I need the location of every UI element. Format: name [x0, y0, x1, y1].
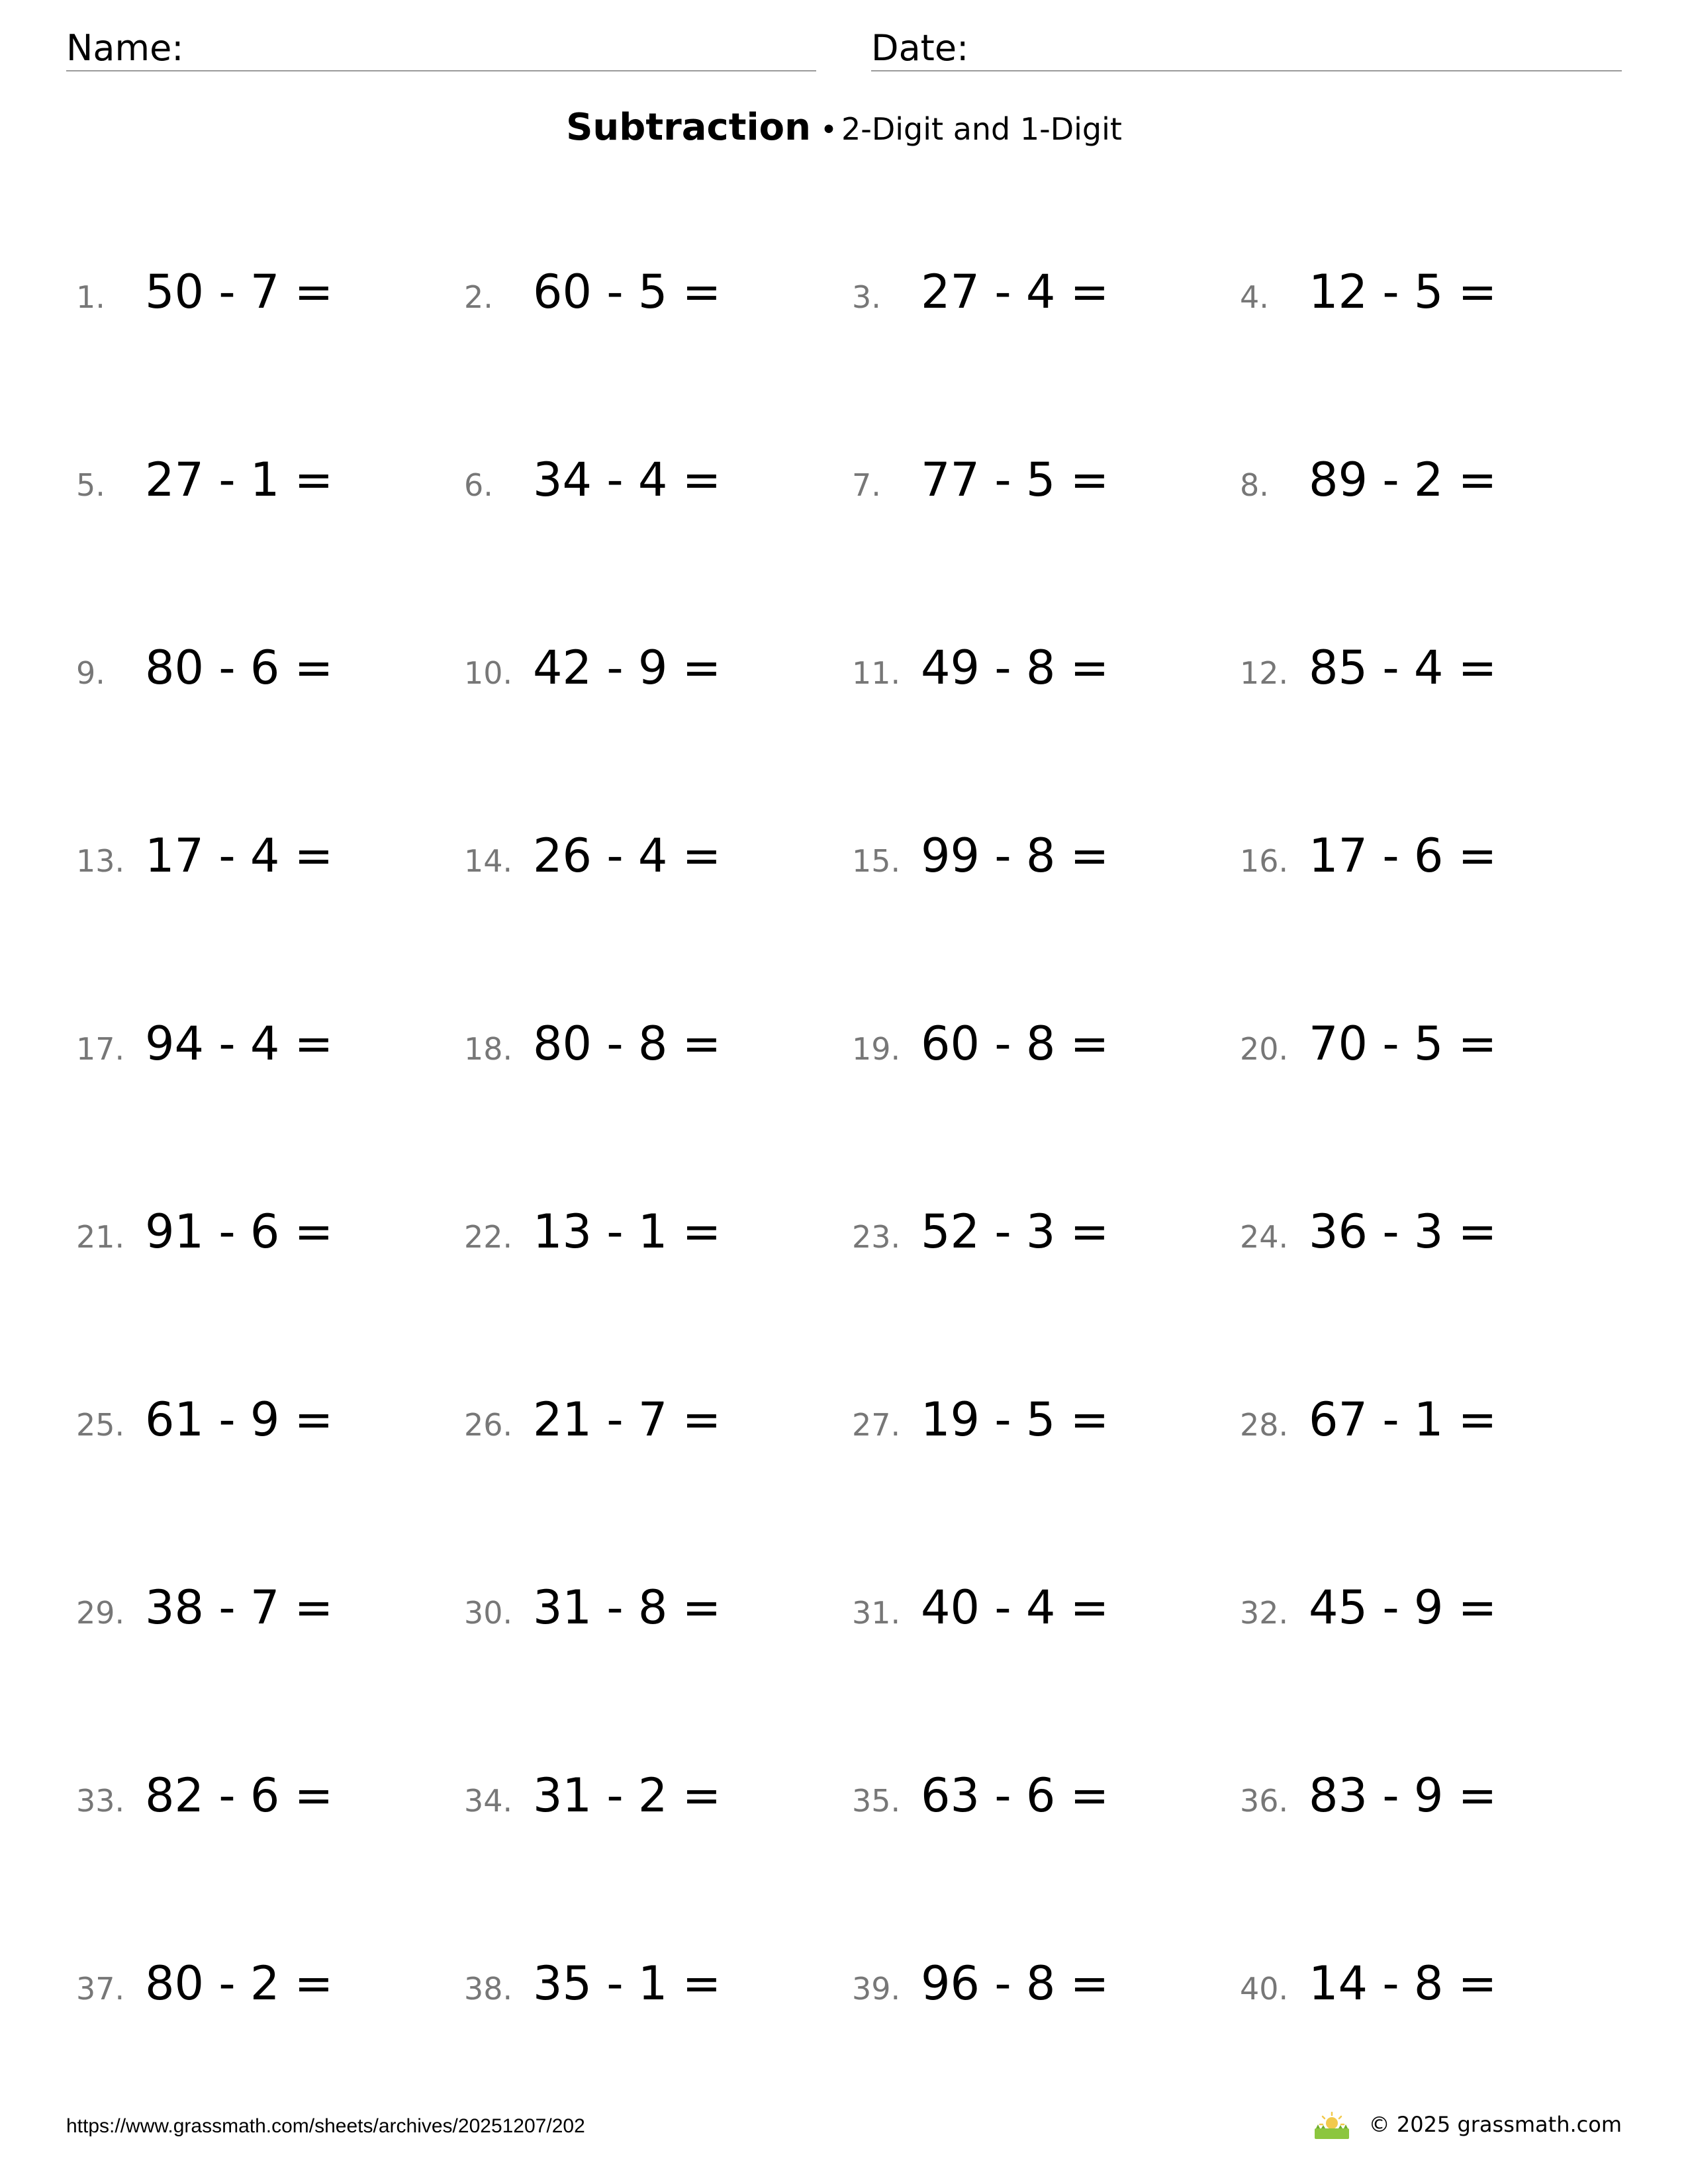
problem-expression: 17 - 4 = — [145, 829, 334, 883]
problem-number: 18. — [464, 1031, 513, 1067]
problem-number: 13. — [76, 843, 125, 879]
problem-item — [852, 1017, 1109, 1071]
problem-expression: 60 - 8 = — [921, 1017, 1109, 1071]
problem-expression: 60 - 5 = — [533, 265, 722, 319]
problem-item — [852, 829, 1109, 883]
problem-number: 39. — [852, 1971, 901, 2007]
problem-expression: 40 - 4 = — [921, 1580, 1109, 1635]
problem-number: 35. — [852, 1783, 901, 1819]
problem-expression: 94 - 4 = — [145, 1017, 334, 1071]
problem-expression: 14 - 8 = — [1309, 1956, 1497, 2011]
problem-item — [1240, 1956, 1497, 2011]
problem-number: 30. — [464, 1595, 513, 1631]
problem-number: 6. — [464, 467, 493, 503]
problem-expression: 70 - 5 = — [1309, 1017, 1497, 1071]
problem-item — [76, 1017, 333, 1071]
problem-expression: 38 - 7 = — [145, 1580, 334, 1635]
problem-expression: 31 - 8 = — [533, 1580, 722, 1635]
problem-expression: 27 - 1 = — [145, 453, 334, 507]
problem-item — [464, 453, 721, 507]
problem-item — [76, 1768, 333, 1823]
problem-expression: 67 - 1 = — [1309, 1392, 1497, 1447]
problem-expression: 77 - 5 = — [921, 453, 1109, 507]
problem-number: 3. — [852, 279, 881, 315]
problem-expression: 80 - 6 = — [145, 641, 334, 695]
problem-item — [76, 453, 333, 507]
problem-number: 10. — [464, 655, 513, 691]
problem-item — [1240, 453, 1497, 507]
problem-item — [464, 1017, 721, 1071]
date-label: Date: — [871, 27, 969, 69]
problem-expression: 21 - 7 = — [533, 1392, 722, 1447]
problem-expression: 35 - 1 = — [533, 1956, 722, 2011]
problem-number: 2. — [464, 279, 493, 315]
problem-number: 8. — [1240, 467, 1269, 503]
problem-expression: 91 - 6 = — [145, 1205, 334, 1259]
problem-expression: 85 - 4 = — [1309, 641, 1497, 695]
problem-item — [464, 1768, 721, 1823]
problem-number: 7. — [852, 467, 881, 503]
problem-item — [464, 829, 721, 883]
grass-sun-logo-icon — [1311, 2109, 1353, 2140]
problem-expression: 96 - 8 = — [921, 1956, 1109, 2011]
problem-number: 11. — [852, 655, 901, 691]
problem-number: 28. — [1240, 1407, 1289, 1443]
problem-item — [852, 641, 1109, 695]
problem-expression: 42 - 9 = — [533, 641, 722, 695]
title-subtitle: 2-Digit and 1-Digit — [841, 111, 1122, 147]
problem-item — [464, 641, 721, 695]
problem-item — [1240, 1392, 1497, 1447]
problem-expression: 19 - 5 = — [921, 1392, 1109, 1447]
problem-item — [76, 1956, 333, 2011]
problem-expression: 80 - 2 = — [145, 1956, 334, 2011]
problem-number: 29. — [76, 1595, 125, 1631]
problem-item — [464, 1392, 721, 1447]
problem-item — [464, 1205, 721, 1259]
problem-number: 31. — [852, 1595, 901, 1631]
problem-number: 40. — [1240, 1971, 1289, 2007]
problem-number: 14. — [464, 843, 513, 879]
title-main: Subtraction — [566, 106, 812, 149]
problem-item — [852, 1392, 1109, 1447]
problem-number: 24. — [1240, 1219, 1289, 1255]
problem-number: 32. — [1240, 1595, 1289, 1631]
problem-item — [1240, 1580, 1497, 1635]
problem-number: 23. — [852, 1219, 901, 1255]
footer-copyright: © 2025 grassmath.com — [1368, 2112, 1622, 2137]
problem-number: 17. — [76, 1031, 125, 1067]
problem-expression: 34 - 4 = — [533, 453, 722, 507]
problem-number: 37. — [76, 1971, 125, 2007]
title-bullet: • — [820, 113, 837, 147]
problem-number: 16. — [1240, 843, 1289, 879]
name-label: Name: — [66, 27, 184, 69]
problem-expression: 12 - 5 = — [1309, 265, 1497, 319]
problem-item — [464, 1580, 721, 1635]
problem-number: 1. — [76, 279, 105, 315]
footer-branding — [1311, 2109, 1622, 2140]
problem-item — [852, 453, 1109, 507]
problem-expression: 27 - 4 = — [921, 265, 1109, 319]
problem-item — [1240, 829, 1497, 883]
problem-expression: 61 - 9 = — [145, 1392, 334, 1447]
problem-number: 22. — [464, 1219, 513, 1255]
problem-expression: 45 - 9 = — [1309, 1580, 1497, 1635]
problem-item — [76, 1580, 333, 1635]
problem-expression: 99 - 8 = — [921, 829, 1109, 883]
problem-expression: 83 - 9 = — [1309, 1768, 1497, 1823]
problem-number: 34. — [464, 1783, 513, 1819]
problem-number: 25. — [76, 1407, 125, 1443]
problem-expression: 26 - 4 = — [533, 829, 722, 883]
problem-expression: 31 - 2 = — [533, 1768, 722, 1823]
problem-number: 26. — [464, 1407, 513, 1443]
problem-number: 9. — [76, 655, 105, 691]
problem-number: 20. — [1240, 1031, 1289, 1067]
problem-expression: 82 - 6 = — [145, 1768, 334, 1823]
problem-number: 38. — [464, 1971, 513, 2007]
problem-item — [1240, 265, 1497, 319]
problem-item — [1240, 1017, 1497, 1071]
problem-expression: 36 - 3 = — [1309, 1205, 1497, 1259]
problem-number: 27. — [852, 1407, 901, 1443]
problem-item — [76, 1392, 333, 1447]
problem-number: 4. — [1240, 279, 1269, 315]
problem-item — [852, 1580, 1109, 1635]
problem-expression: 49 - 8 = — [921, 641, 1109, 695]
problem-number: 36. — [1240, 1783, 1289, 1819]
footer-url: https://www.grassmath.com/sheets/archives/20251207/202 — [66, 2115, 585, 2137]
problem-number: 19. — [852, 1031, 901, 1067]
problem-item — [76, 265, 333, 319]
problem-expression: 63 - 6 = — [921, 1768, 1109, 1823]
problem-item — [76, 829, 333, 883]
problem-expression: 17 - 6 = — [1309, 829, 1497, 883]
problem-number: 33. — [76, 1783, 125, 1819]
problem-expression: 50 - 7 = — [145, 265, 334, 319]
problem-item — [464, 265, 721, 319]
problem-item — [1240, 1768, 1497, 1823]
problem-number: 5. — [76, 467, 105, 503]
problem-expression: 52 - 3 = — [921, 1205, 1109, 1259]
problem-number: 21. — [76, 1219, 125, 1255]
problem-item — [852, 265, 1109, 319]
problem-item — [464, 1956, 721, 2011]
problem-item — [1240, 1205, 1497, 1259]
problem-expression: 80 - 8 = — [533, 1017, 722, 1071]
problem-number: 15. — [852, 843, 901, 879]
problem-item — [852, 1768, 1109, 1823]
problem-expression: 13 - 1 = — [533, 1205, 722, 1259]
problem-expression: 89 - 2 = — [1309, 453, 1497, 507]
problem-item — [76, 1205, 333, 1259]
problem-number: 12. — [1240, 655, 1289, 691]
problem-item — [852, 1205, 1109, 1259]
problem-item — [76, 641, 333, 695]
problem-item — [1240, 641, 1497, 695]
problem-item — [852, 1956, 1109, 2011]
